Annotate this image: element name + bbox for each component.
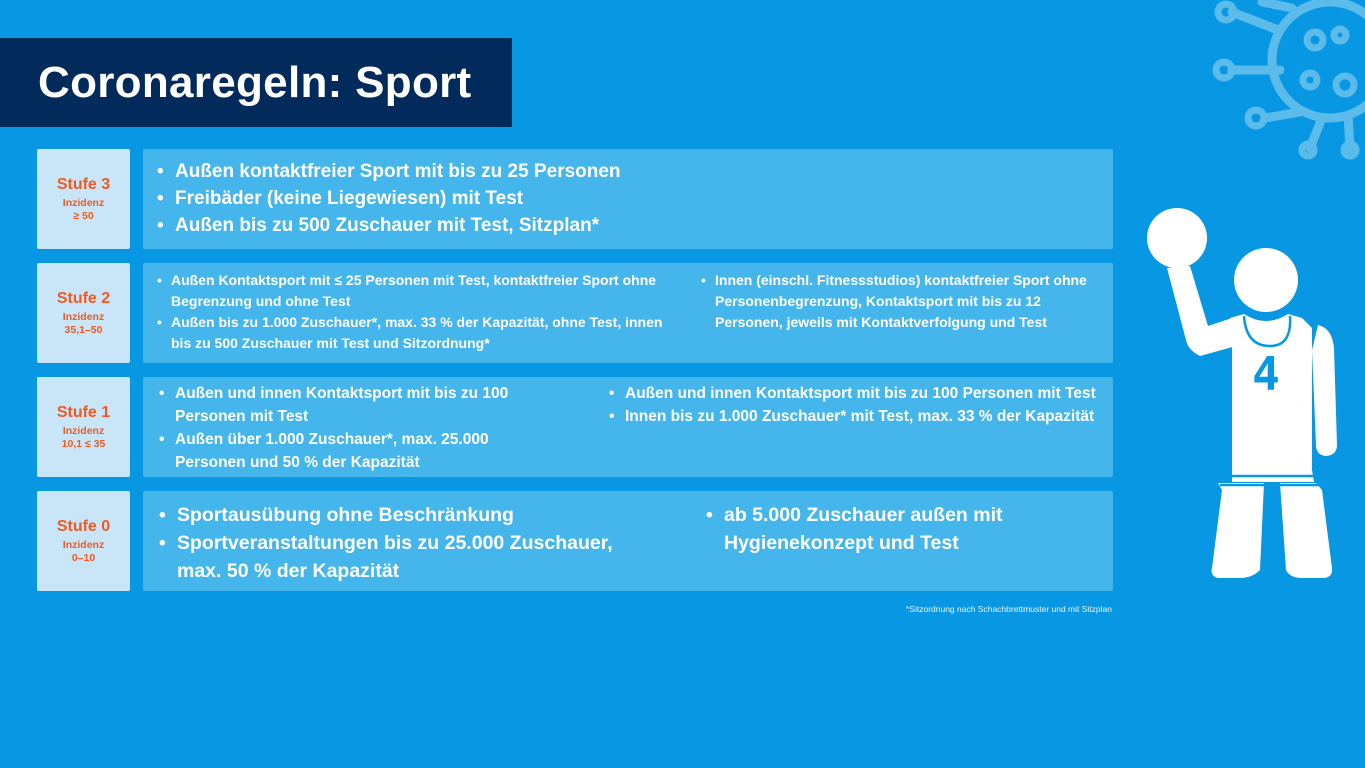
rules-list-left (157, 382, 557, 474)
stage-box (37, 377, 130, 477)
rules-list-left (155, 270, 665, 354)
virus-icon (1210, 0, 1365, 160)
rule-item: • Außen und innen Kontaktsport mit bis zu 100 Personen mit Test (607, 382, 1097, 405)
incidence-value: 10,1 ≤ 35 (61, 438, 106, 450)
rule-item: • Sportausübung ohne Beschränkung (157, 501, 657, 529)
rules-box (143, 149, 1113, 249)
rules-box (143, 377, 1113, 477)
stage-label: Stufe 1 (56, 404, 111, 421)
stage-label: Stufe 0 (56, 518, 111, 535)
rules-box (143, 491, 1113, 591)
rules-list-left (157, 501, 657, 585)
stage-label: Stufe 3 (56, 176, 111, 193)
rule-item: • Sportveranstaltungen bis zu 25.000 Zuschauer, max. 50 % der Kapazität (157, 529, 657, 585)
incidence-value: 0–10 (71, 552, 96, 564)
rules-box (143, 263, 1113, 363)
incidence-label: Inzidenz (62, 311, 105, 323)
title-banner (0, 38, 512, 127)
rule-item: • Innen bis zu 1.000 Zuschauer* mit Test, max. 33 % der Kapazität (607, 405, 1097, 428)
rule-item: • Außen bis zu 1.000 Zuschauer*, max. 33 % der Kapazität, ohne Test, innen bis zu 500 Zuschauer mit Test und Sitzordnung* (155, 312, 665, 354)
rule-item: • Außen kontaktfreier Sport mit bis zu 25 Personen (155, 158, 1055, 185)
stage-label: Stufe 2 (56, 290, 111, 307)
rule-item: • Außen und innen Kontaktsport mit bis zu 100 Personen mit Test (157, 382, 557, 428)
level-row-stufe-3 (37, 149, 1113, 249)
level-row-stufe-1 (37, 377, 1113, 477)
incidence-label: Inzidenz (62, 425, 105, 437)
incidence-label: Inzidenz (62, 197, 105, 209)
page-title: Coronaregeln: Sport (38, 57, 472, 107)
stage-box (37, 149, 130, 249)
level-row-stufe-0 (37, 491, 1113, 591)
basketball-player-icon (1140, 200, 1350, 585)
footnote: *Sitzordnung nach Schachbrettmuster und mit Sitzplan (905, 604, 1112, 614)
rule-item: • Freibäder (keine Liegewiesen) mit Test (155, 185, 1055, 212)
incidence-label: Inzidenz (62, 539, 105, 551)
stage-box (37, 491, 130, 591)
rule-item: • ab 5.000 Zuschauer außen mit Hygienekonzept und Test (704, 501, 1014, 557)
jersey-number: 4 (1252, 347, 1280, 401)
level-row-stufe-2 (37, 263, 1113, 363)
rule-item: • Innen (einschl. Fitnessstudios) kontaktfreier Sport ohne Personenbegrenzung, Kontaktsport mit bis zu 12 Personen, jeweils mit Kontaktverfolgung und Test (699, 270, 1099, 333)
stage-box (37, 263, 130, 363)
incidence-value: ≥ 50 (73, 210, 94, 222)
rules-list-right (704, 501, 1014, 557)
rule-item: • Außen über 1.000 Zuschauer*, max. 25.000 Personen und 50 % der Kapazität (157, 428, 557, 474)
rule-item: • Außen bis zu 500 Zuschauer mit Test, Sitzplan* (155, 212, 1055, 239)
rules-list-right (607, 382, 1097, 428)
rules-list-right (699, 270, 1099, 333)
incidence-value: 35,1–50 (64, 324, 103, 336)
rule-item: • Außen Kontaktsport mit ≤ 25 Personen mit Test, kontaktfreier Sport ohne Begrenzung und ohne Test (155, 270, 665, 312)
rules-list (155, 158, 1055, 239)
